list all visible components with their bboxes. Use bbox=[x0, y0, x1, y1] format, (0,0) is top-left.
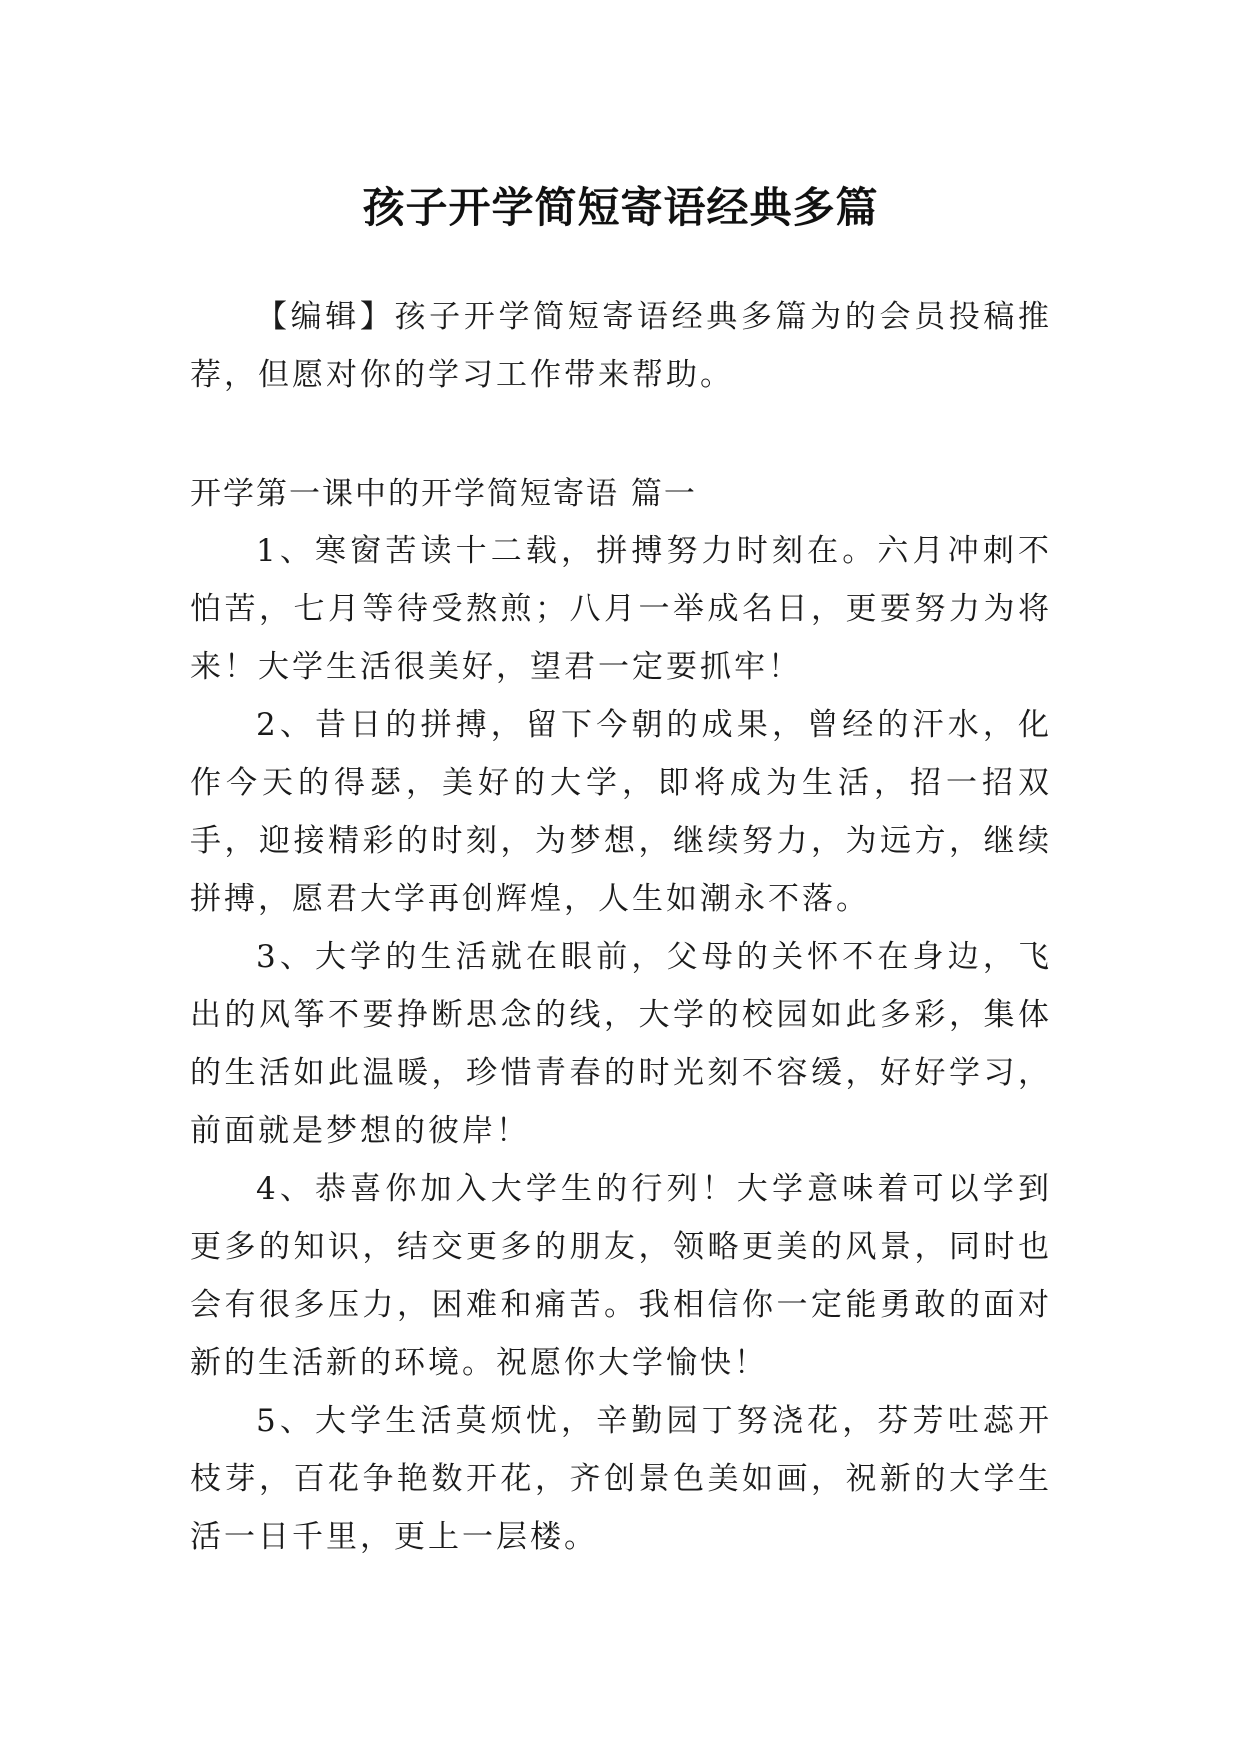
intro-paragraph: 【编辑】孩子开学简短寄语经典多篇为的会员投稿推荐，但愿对你的学习工作带来帮助。 bbox=[190, 299, 1052, 393]
list-item: 5、大学生活莫烦忧，辛勤园丁努浇花，芬芳吐蕊开枝芽，百花争艳数开花，齐创景色美如画，祝新的大学生活一日千里，更上一层楼。 bbox=[190, 1403, 1052, 1555]
section-heading: 开学第一课中的开学简短寄语 篇一 bbox=[190, 476, 697, 512]
page-title: 孩子开学简短寄语经典多篇 bbox=[362, 183, 879, 233]
message-list bbox=[190, 522, 1052, 1566]
list-item: 4、恭喜你加入大学生的行列！大学意味着可以学到更多的知识，结交更多的朋友，领略更美的风景，同时也会有很多压力，困难和痛苦。我相信你一定能勇敢的面对新的生活新的环境。祝愿你大学愉快！ bbox=[190, 1171, 1052, 1381]
list-item: 3、大学的生活就在眼前，父母的关怀不在身边，飞出的风筝不要挣断思念的线，大学的校园如此多彩，集体的生活如此温暖，珍惜青春的时光刻不容缓，好好学习，前面就是梦想的彼岸！ bbox=[190, 939, 1052, 1149]
list-item: 1、寒窗苦读十二载，拼搏努力时刻在。六月冲刺不怕苦，七月等待受熬煎；八月一举成名日，更要努力为将来！大学生活很美好，望君一定要抓牢！ bbox=[190, 533, 1052, 685]
list-item: 2、昔日的拼搏，留下今朝的成果，曾经的汗水，化作今天的得瑟，美好的大学，即将成为生活，招一招双手，迎接精彩的时刻，为梦想，继续努力，为远方，继续拼搏，愿君大学再创辉煌，人生如潮永不落。 bbox=[190, 707, 1052, 917]
